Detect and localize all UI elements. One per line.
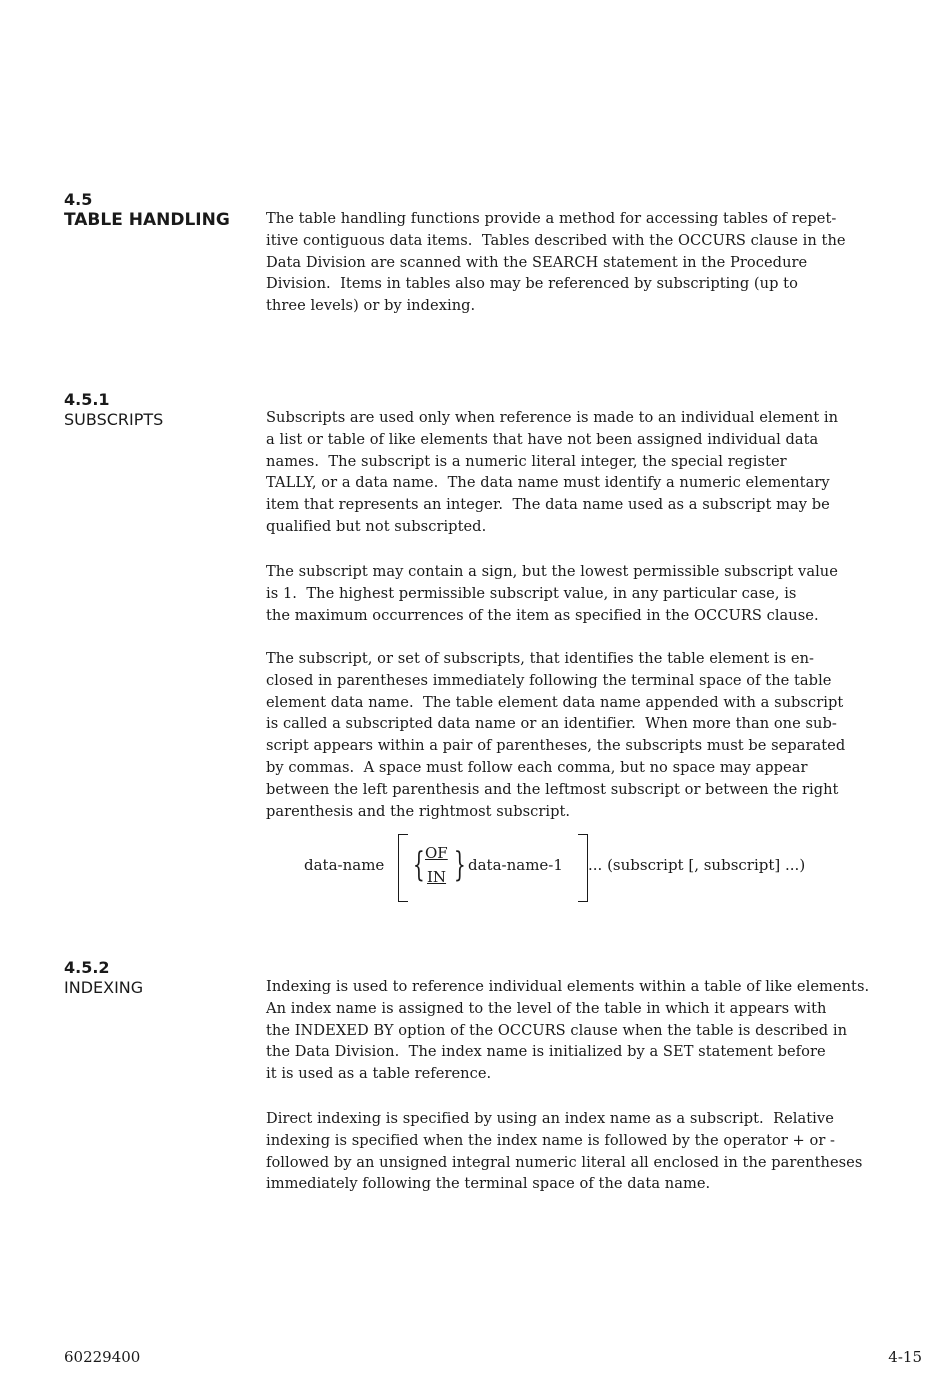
section-title: TABLE HANDLING	[64, 210, 230, 230]
right-brace: }	[453, 845, 466, 885]
section-number: 4.5	[64, 190, 93, 209]
syntax-format	[304, 834, 924, 904]
paragraph: The table handling functions provide a method for accessing tables of repet- itive contiguous data items. Tables described with the OCCURS clause in the Data Division are scanned with the SEARCH statement in the Procedure Division. Items in tables also may be referenced by subscripting (up to three levels) or by indexing.	[266, 210, 846, 315]
syntax-option-in: IN	[427, 868, 447, 886]
syntax-data-name: data-name	[304, 856, 385, 874]
syntax-subscript-list: ... (subscript [, subscript] ...)	[588, 856, 806, 874]
section-title: INDEXING	[64, 978, 144, 997]
syntax-data-name-1: data-name-1	[468, 856, 563, 874]
left-brace: {	[412, 845, 425, 885]
paragraph: The subscript may contain a sign, but the lowest permissible subscript value is 1. The highest permissible subscript value, in any particular case, is the maximum occurrences of the item as specified in the OCCURS clause.	[266, 563, 838, 624]
footer-doc-number: 60229400	[64, 1348, 141, 1366]
left-bracket	[398, 834, 408, 902]
paragraph: The subscript, or set of subscripts, that identifies the table element is en- closed in parentheses immediately following the terminal space of the table element data name. The table element data name appended with a subscript is called a subscripted data name or an identifier. When more than one sub- script appears within a pair of parentheses, the subscripts must be separated by commas. A space must follow each comma, but no space may appear between the left parenthesis and the leftmost subscript or between the right parenthesis and the rightmost subscript.	[266, 650, 846, 820]
section-number: 4.5.1	[64, 390, 110, 409]
paragraph: Subscripts are used only when reference is made to an individual element in a list or table of like elements that have not been assigned individual data names. The subscript is a numeric literal integer, the special register TALLY, or a data name. The data name must identify a numeric elementary item that represents an integer. The data name used as a subscript may be qualified but not subscripted.	[266, 409, 839, 535]
paragraph: Direct indexing is specified by using an index name as a subscript. Relative indexing is specified when the index name is followed by the operator + or - followed by an unsigned integral numeric literal all enclosed in the parentheses immediately following the terminal space of the data name.	[266, 1110, 863, 1193]
footer-page-number: 4-15	[888, 1348, 922, 1366]
syntax-option-of: OF	[425, 844, 448, 862]
paragraph: Indexing is used to reference individual elements within a table of like elements. An index name is assigned to the level of the table in which it appears with the INDEXED BY option of the OCCURS clause when the table is described in the Data Division. The index name is initialized by a SET statement before it is used as a table reference.	[266, 978, 870, 1083]
section-number: 4.5.2	[64, 958, 110, 977]
right-bracket	[578, 834, 588, 902]
section-title: SUBSCRIPTS	[64, 410, 164, 429]
